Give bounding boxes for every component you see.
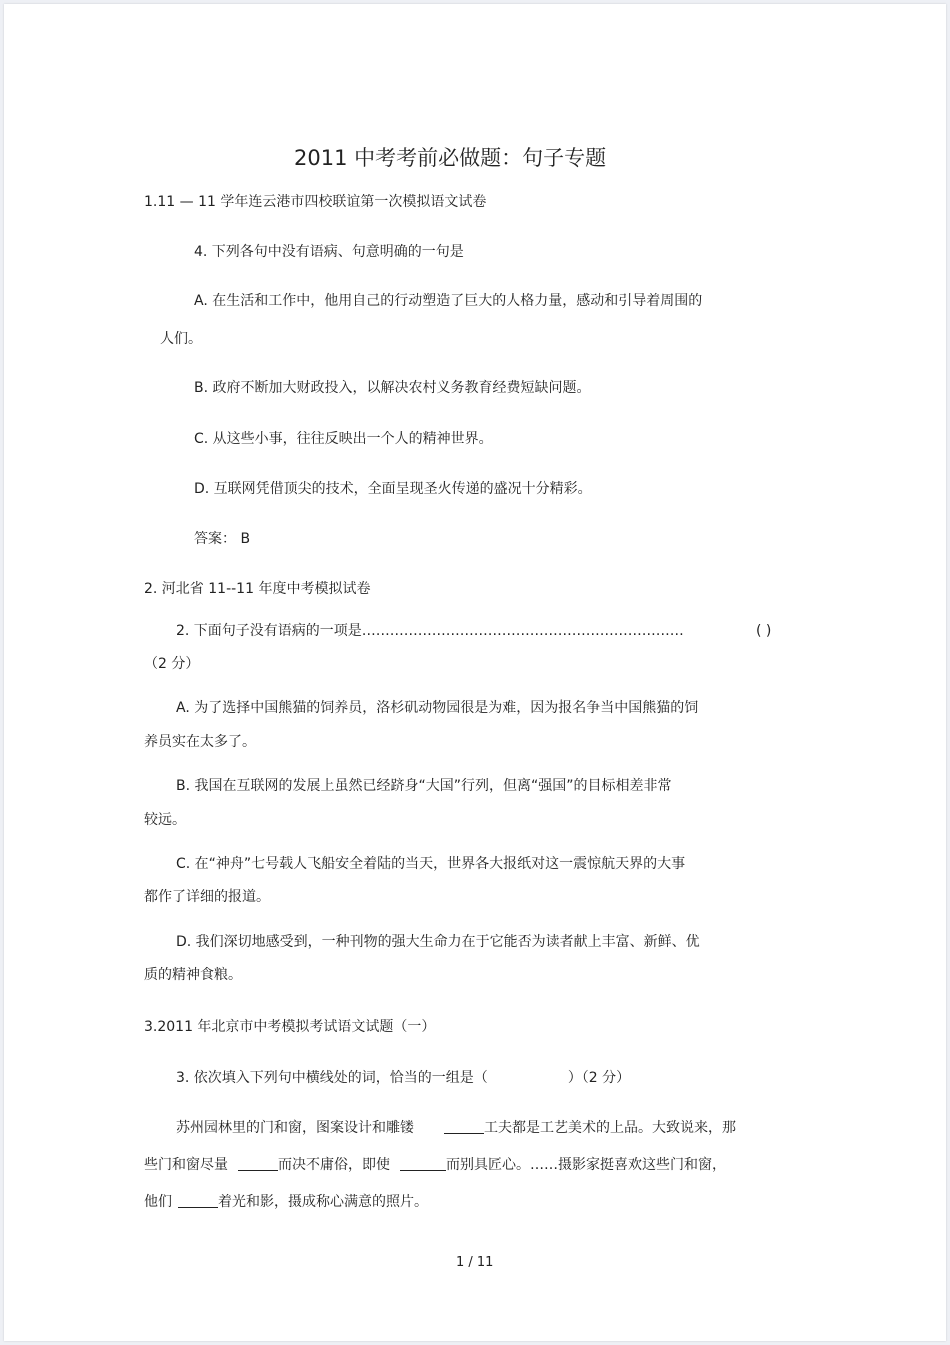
section-1-option-b: B. 政府不断加大财政投入，以解决农村义务教育经费短缺问题。 (194, 380, 591, 396)
section-1-option-a-cont: 人们。 (160, 331, 202, 347)
section-1-heading: 1.11 — 11 学年连云港市四校联谊第一次模拟语文试卷 (144, 194, 487, 210)
fill-blank-4 (178, 1193, 218, 1208)
section-2-score: （2 分） (144, 656, 200, 672)
fill-blank-1 (444, 1119, 484, 1134)
section-1-option-a: A. 在生活和工作中，他用自己的行动塑造了巨大的人格力量，感动和引导着周围的 (194, 293, 703, 309)
passage-line-2 (144, 1155, 726, 1175)
section-3-question-score: ）（2 分） (567, 1070, 631, 1086)
section-2-option-b-cont: 较远。 (144, 812, 186, 828)
section-1-answer: 答案： B (194, 531, 251, 547)
section-2-option-a-cont: 养员实在太多了。 (144, 734, 256, 750)
section-3-heading: 3.2011 年北京市中考模拟考试语文试题（一） (144, 1019, 436, 1035)
passage-line-3 (144, 1192, 428, 1212)
answer-parentheses: ( ) (756, 623, 772, 639)
passage-text: 工夫都是工艺美术的上品。大致说来，那 (484, 1120, 736, 1136)
fill-blank-2 (238, 1156, 278, 1171)
section-3-question (176, 1068, 630, 1088)
section-2-option-b: B. 我国在互联网的发展上虽然已经跻身“大国”行列，但离“强国”的目标相差非常 (176, 778, 672, 794)
passage-text: 他们 (144, 1194, 172, 1210)
section-2-heading: 2. 河北省 11--11 年度中考模拟试卷 (144, 581, 371, 597)
section-2-option-c: C. 在“神舟”七号载人飞船安全着陆的当天，世界各大报纸对这一震惊航天界的大事 (176, 856, 686, 872)
section-2-option-c-cont: 都作了详细的报道。 (144, 889, 270, 905)
section-2-option-a: A. 为了选择中国熊猫的饲养员，洛杉矶动物园很是为难，因为报名争当中国熊猫的饲 (176, 700, 699, 716)
document-title: 2011 中考考前必做题：句子专题 (294, 146, 607, 170)
passage-text: 苏州园林里的门和窗，图案设计和雕镂 (176, 1120, 414, 1136)
passage-text: 而决不庸俗，即使 (278, 1157, 390, 1173)
section-2-question: 2. 下面句子没有语病的一项是…………………………………………………………… (176, 623, 684, 639)
page-number: 1 / 11 (456, 1255, 494, 1270)
section-2-option-d-cont: 质的精神食粮。 (144, 967, 242, 983)
section-3-question-text: 3. 依次填入下列句中横线处的词，恰当的一组是（ (176, 1070, 488, 1086)
passage-text: 着光和影，摄成称心满意的照片。 (218, 1194, 428, 1210)
section-1-question: 4. 下列各句中没有语病、句意明确的一句是 (194, 244, 464, 260)
passage-text: 些门和窗尽量 (144, 1157, 228, 1173)
passage-line-1 (176, 1118, 736, 1138)
section-1-option-d: D. 互联网凭借顶尖的技术，全面呈现圣火传递的盛况十分精彩。 (194, 481, 592, 497)
section-1-option-c: C. 从这些小事，往往反映出一个人的精神世界。 (194, 431, 493, 447)
fill-blank-3 (400, 1156, 446, 1171)
section-2-option-d: D. 我们深切地感受到，一种刊物的强大生命力在于它能否为读者献上丰富、新鲜、优 (176, 934, 700, 950)
passage-text: 而别具匠心。……摄影家挺喜欢这些门和窗， (446, 1157, 726, 1173)
document-page (4, 4, 946, 1341)
